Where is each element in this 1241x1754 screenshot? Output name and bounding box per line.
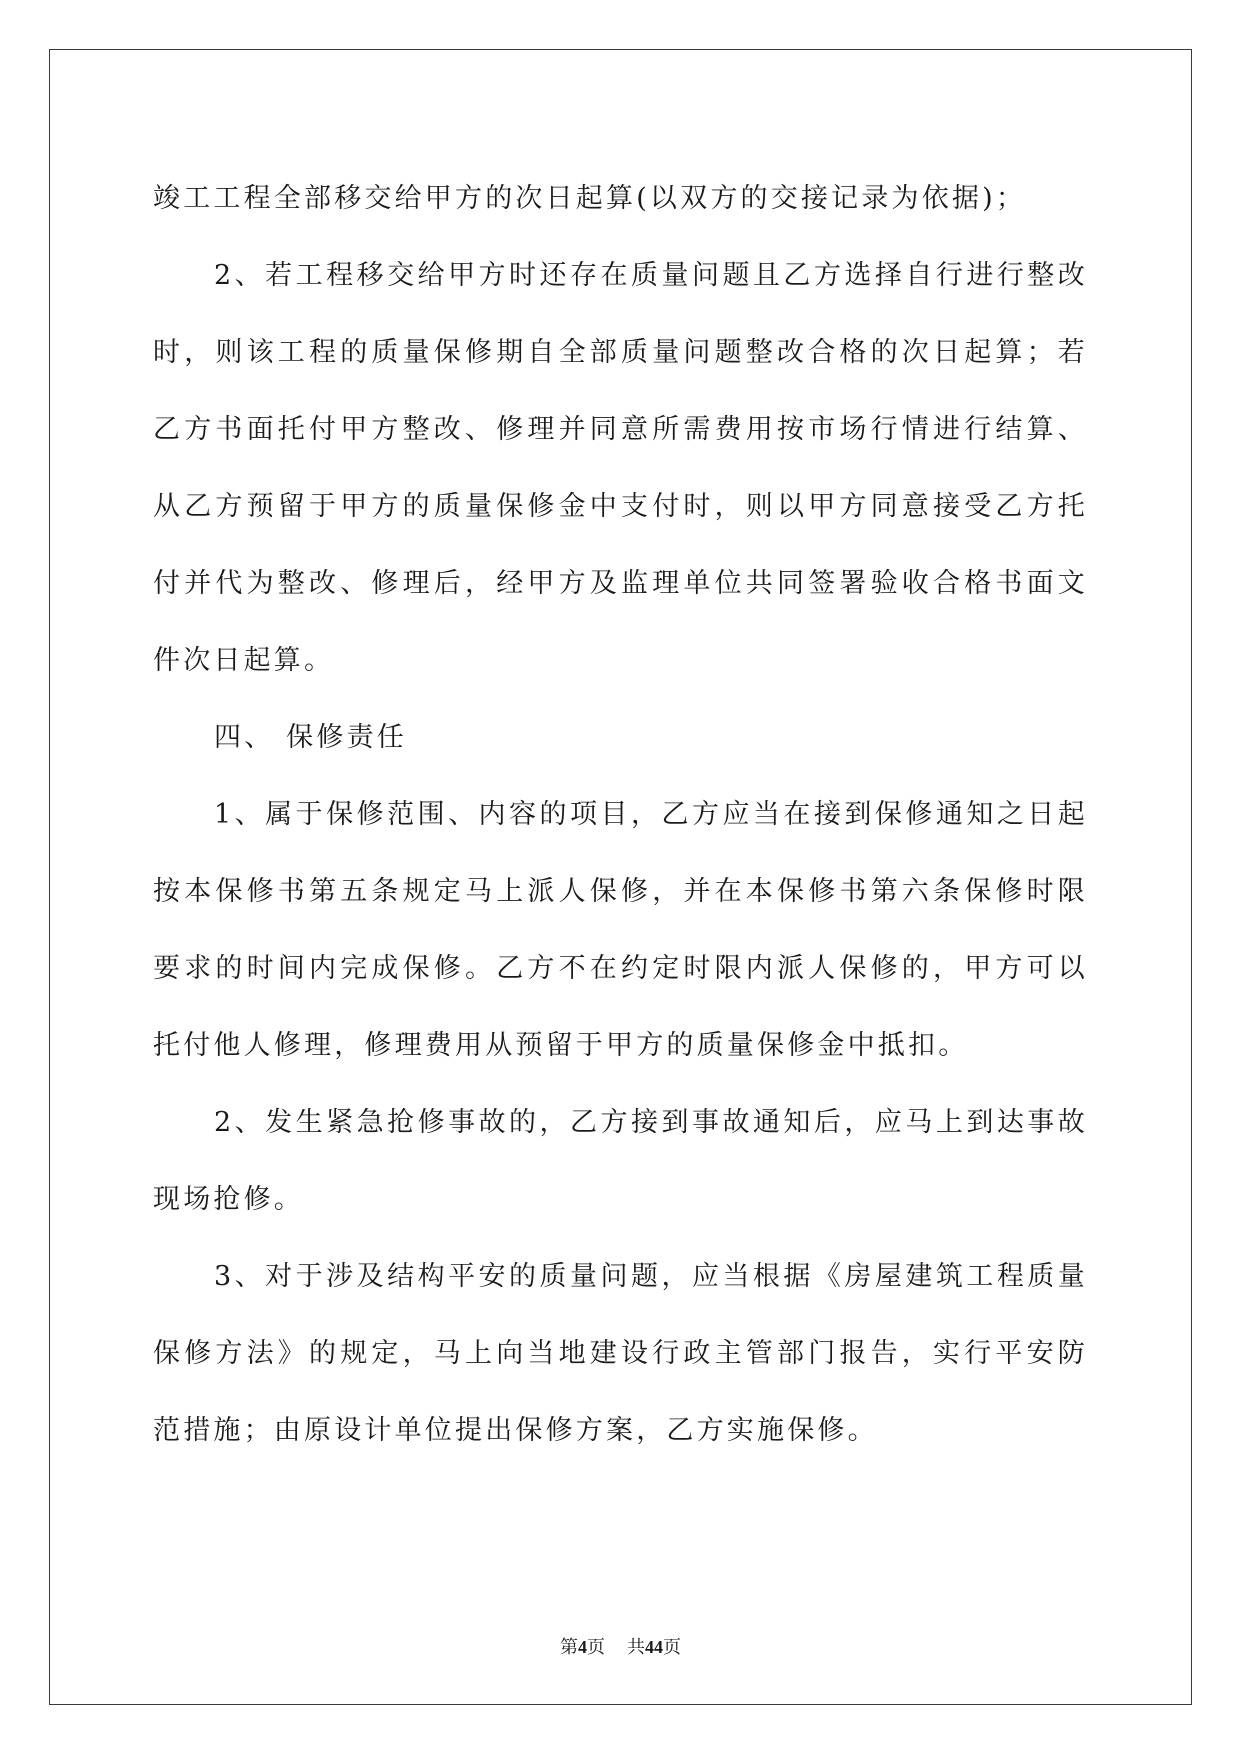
page-suffix: 页 — [587, 1637, 605, 1658]
page-prefix: 第 — [560, 1637, 578, 1658]
paragraph-clause-2-emergency: 2、发生紧急抢修事故的，乙方接到事故通知后，应马上到达事故现场抢修。 — [153, 1107, 1088, 1215]
total-prefix: 共 — [627, 1637, 645, 1658]
paragraph-clause-2-warranty-start: 2、若工程移交给甲方时还存在质量问题且乙方选择自行进行整改时，则该工程的质量保修期自全部质量问题整改合格的次日起算；若乙方书面托付甲方整改、修理并同意所需费用按市场行情进行结算、从乙方预留于甲方的质量保修金中支付时，则以甲方同意接受乙方托付并代为整改、修理后，经甲方及监理单位共同签署验收合格书面文件次日起算。 — [153, 260, 1088, 676]
page-footer — [0, 1633, 1241, 1659]
paragraph-continuation: 竣工工程全部移交给甲方的次日起算(以双方的交接记录为依据)； — [153, 183, 1027, 214]
page-number: 4 — [578, 1637, 587, 1657]
document-body — [153, 160, 1088, 1469]
paragraph-clause-3-structural: 3、对于涉及结构平安的质量问题，应当根据《房屋建筑工程质量保修方法》的规定，马上向当地建设行政主管部门报告，实行平安防范措施；由原设计单位提出保修方案，乙方实施保修。 — [153, 1261, 1088, 1446]
total-suffix: 页 — [663, 1637, 681, 1658]
total-pages: 44 — [645, 1637, 663, 1657]
paragraph-clause-1-responsibility: 1、属于保修范围、内容的项目，乙方应当在接到保修通知之日起按本保修书第五条规定马上派人保修，并在本保修书第六条保修时限要求的时间内完成保修。乙方不在约定时限内派人保修的，甲方可以托付他人修理，修理费用从预留于甲方的质量保修金中抵扣。 — [153, 799, 1088, 1061]
section-heading-warranty-responsibility: 四、 保修责任 — [214, 722, 407, 753]
